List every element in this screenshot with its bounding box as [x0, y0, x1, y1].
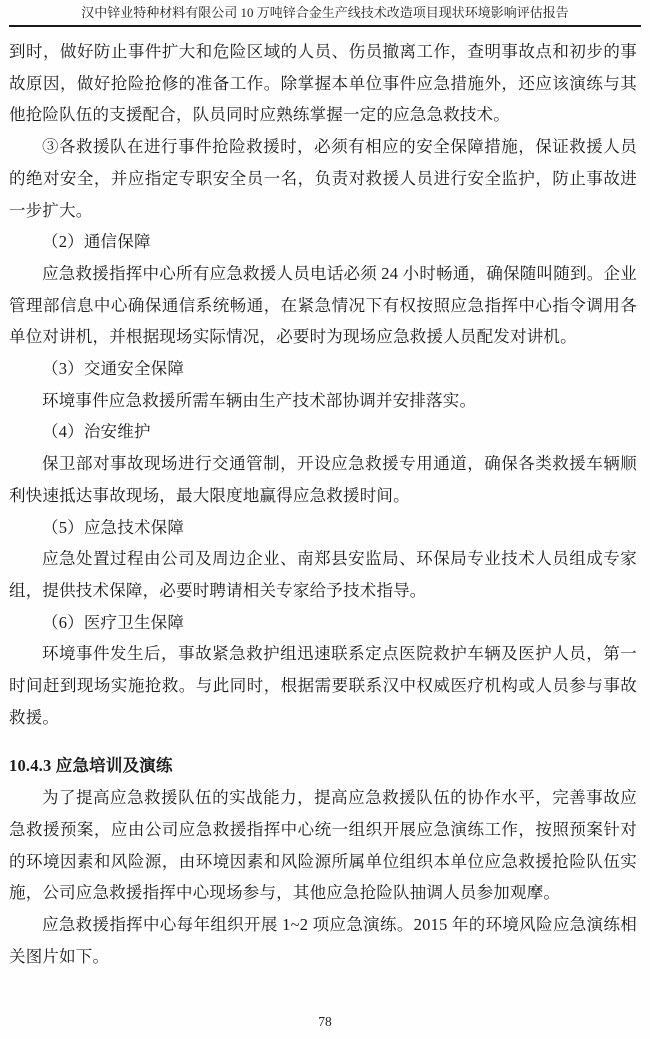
body-paragraph: 应急处置过程由公司及周边企业、南郑县安监局、环保局专业技术人员组成专家组，提供技术保障，必要时聘请相关专家给予技术指导。	[9, 549, 637, 600]
body-paragraph: 为了提高应急救援队伍的实战能力，提高应急救援队伍的协作水平，完善事故应急救援预案，应由公司应急救援指挥中心统一组织开展应急演练工作，按照预案针对的环境因素和风险源，由环境因素和风险源所属单位组织本单位应急救援抢险队伍实施，公司应急救援指挥中心现场参与，其他应急抢险队抽调人员参加观摩。	[9, 788, 637, 903]
body-paragraph: 应急救援指挥中心每年组织开展 1~2 项应急演练。2015 年的环境风险应急演练相关图片如下。	[9, 914, 637, 966]
body-paragraph: 环境事件应急救援所需车辆由生产技术部协调并安排落实。	[42, 390, 477, 410]
body-paragraph: 到时，做好防止事件扩大和危险区域的人员、伤员撤离工作，查明事故点和初步的事故原因，做好抢险抢修的准备工作。除掌握本单位事件应急措施外，还应该演练与其他抢险队伍的支援配合，队员同时应熟练掌握一定的应急急救技术。	[9, 42, 637, 125]
sub-item-heading: （2）通信保障	[42, 232, 151, 252]
body-paragraph: 环境事件发生后，事故紧急救护组迅速联系定点医院救护车辆及医护人员，第一时间赶到现场实施抢救。与此同时，根据需要联系汉中权威医疗机构或人员参与事故救援。	[9, 644, 637, 727]
body-paragraph: ③各救援队在进行事件抢险救援时，必须有相应的安全保障措施，保证救援人员的绝对安全，并应指定专职安全员一名，负责对救援人员进行安全监护，防止事故进一步扩大。	[9, 137, 637, 220]
body-paragraph: 保卫部对事故现场进行交通管制，开设应急救援专用通道，确保各类救援车辆顺利快速抵达事故现场，最大限度地赢得应急救援时间。	[9, 454, 637, 505]
document-body	[9, 36, 637, 972]
sub-item-heading: （4）治安维护	[42, 422, 151, 442]
page-header-title: 汉中锌业特种材料有限公司 10 万吨锌合金生产线技术改造项目现状环境影响评估报告	[81, 5, 569, 20]
sub-item-heading: （5）应急技术保障	[42, 517, 185, 537]
sub-item-heading: （6）医疗卫生保障	[42, 612, 185, 632]
body-paragraph: 应急救援指挥中心所有应急救援人员电话必须 24 小时畅通，确保随叫随到。企业管理部信息中心确保通信系统畅通，在紧急情况下有权按照应急指挥中心指令调用各单位对讲机，并根据现场实际情况，必要时为现场应急救援人员配发对讲机。	[9, 263, 637, 347]
page-number: 78	[318, 1014, 332, 1029]
sub-item-heading: （3）交通安全保障	[42, 359, 185, 379]
header-divider	[9, 25, 641, 27]
section-heading: 10.4.3 应急培训及演练	[9, 756, 173, 776]
